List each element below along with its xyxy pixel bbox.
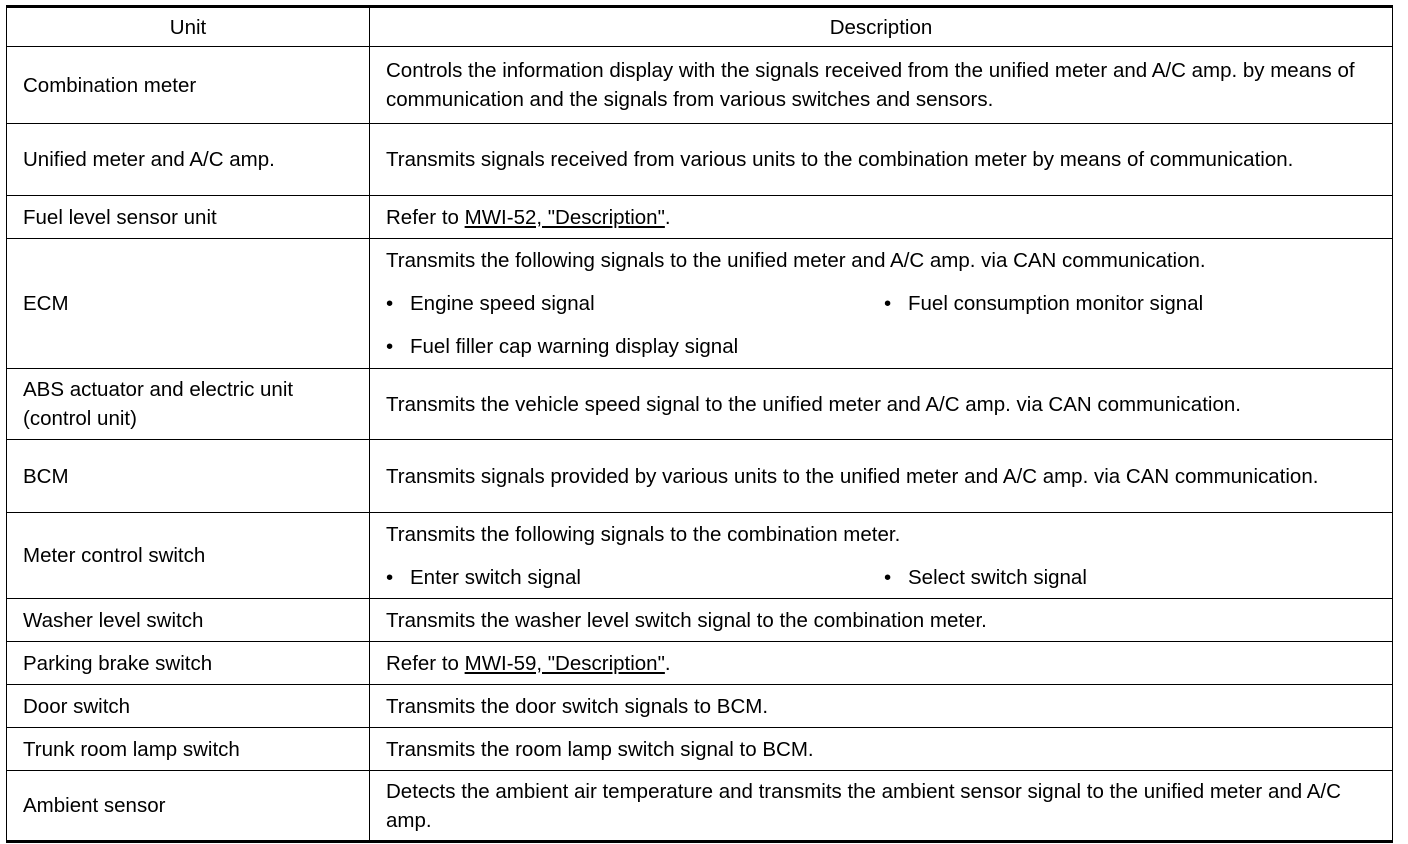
bullet-icon: • bbox=[386, 565, 394, 589]
description-cell bbox=[370, 642, 1393, 685]
table-row bbox=[7, 239, 1393, 369]
ref-suffix: . bbox=[664, 205, 671, 229]
description-cell: Transmits the door switch signals to BCM. bbox=[370, 685, 1393, 728]
table-row bbox=[7, 599, 1393, 642]
table-row bbox=[7, 440, 1393, 513]
bullet-list bbox=[386, 563, 1382, 592]
bullet-icon: • bbox=[884, 292, 892, 315]
ref-suffix: . bbox=[664, 651, 671, 675]
description-cell bbox=[370, 196, 1393, 239]
header-unit: Unit bbox=[7, 7, 370, 47]
unit-cell: Washer level switch bbox=[7, 599, 370, 642]
unit-cell: Fuel level sensor unit bbox=[7, 196, 370, 239]
table-row bbox=[7, 771, 1393, 842]
description-text: Transmits the following signals to the unified meter and A/C amp. via CAN communication. bbox=[386, 249, 1206, 272]
list-item: • Fuel filler cap warning display signal bbox=[386, 332, 1286, 361]
header-description: Description bbox=[370, 7, 1393, 47]
table-row bbox=[7, 642, 1393, 685]
table-row bbox=[7, 685, 1393, 728]
bullet-list bbox=[386, 332, 1382, 361]
list-item: • Enter switch signal bbox=[386, 563, 884, 592]
unit-cell: BCM bbox=[7, 440, 370, 513]
header-row bbox=[7, 7, 1393, 47]
table-row bbox=[7, 124, 1393, 196]
description-cell: Transmits signals provided by various units to the unified meter and A/C amp. via CAN communication. bbox=[370, 440, 1393, 513]
bullet-icon: • bbox=[386, 335, 394, 358]
table-row bbox=[7, 196, 1393, 239]
unit-cell: ABS actuator and electric unit (control unit) bbox=[7, 369, 370, 440]
description-cell bbox=[370, 239, 1393, 369]
unit-cell: Ambient sensor bbox=[7, 771, 370, 842]
bullet-list bbox=[386, 289, 1382, 318]
unit-cell: ECM bbox=[7, 239, 370, 369]
ref-link-mwi-59[interactable]: MWI-59, "Description" bbox=[464, 651, 665, 675]
description-cell: Controls the information display with the signals received from the unified meter and A/C amp. by means of communication and the signals from various switches and sensors. bbox=[370, 47, 1393, 124]
unit-cell: Combination meter bbox=[7, 47, 370, 124]
table-row bbox=[7, 47, 1393, 124]
list-item: • Engine speed signal bbox=[386, 289, 884, 318]
table-row bbox=[7, 728, 1393, 771]
description-cell: Detects the ambient air temperature and transmits the ambient sensor signal to the unified meter and A/C amp. bbox=[370, 771, 1393, 842]
list-item: • Fuel consumption monitor signal bbox=[884, 289, 1382, 318]
ref-prefix: Refer to bbox=[386, 205, 465, 229]
unit-description-table bbox=[6, 5, 1393, 843]
unit-cell: Meter control switch bbox=[7, 513, 370, 599]
description-cell: Transmits signals received from various units to the combination meter by means of communication. bbox=[370, 124, 1393, 196]
ref-link-mwi-52[interactable]: MWI-52, "Description" bbox=[464, 205, 665, 229]
unit-cell: Trunk room lamp switch bbox=[7, 728, 370, 771]
unit-cell: Parking brake switch bbox=[7, 642, 370, 685]
unit-cell: Unified meter and A/C amp. bbox=[7, 124, 370, 196]
description-cell bbox=[370, 513, 1393, 599]
description-cell: Transmits the room lamp switch signal to BCM. bbox=[370, 728, 1393, 771]
table-row bbox=[7, 513, 1393, 599]
unit-cell: Door switch bbox=[7, 685, 370, 728]
list-item: • Select switch signal bbox=[884, 563, 1382, 592]
ref-prefix: Refer to bbox=[386, 651, 465, 675]
description-cell: Transmits the washer level switch signal to the combination meter. bbox=[370, 599, 1393, 642]
bullet-icon: • bbox=[884, 565, 892, 589]
bullet-icon: • bbox=[386, 292, 394, 315]
table-row bbox=[7, 369, 1393, 440]
description-text: Transmits the following signals to the combination meter. bbox=[386, 522, 901, 546]
description-cell: Transmits the vehicle speed signal to the unified meter and A/C amp. via CAN communication. bbox=[370, 369, 1393, 440]
